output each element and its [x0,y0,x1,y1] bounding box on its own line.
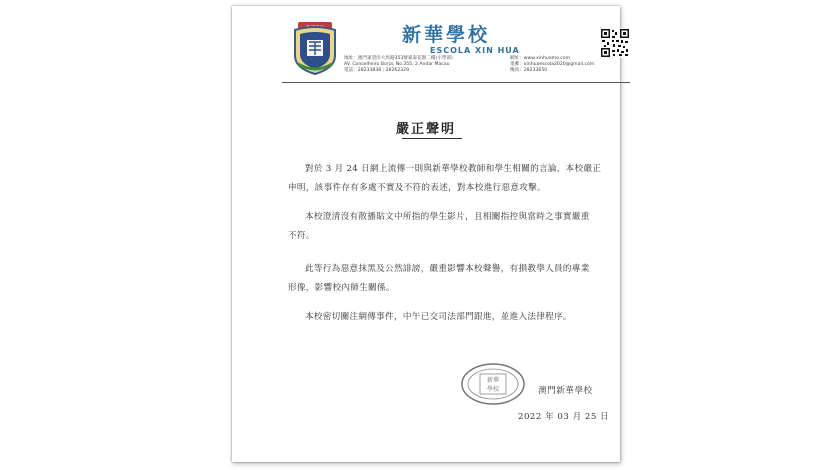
school-name-cn: 新華學校 [402,24,491,46]
fax-line: 傳真：28233650 [510,68,548,73]
school-seal-stamp [460,362,526,406]
paragraph-line: 申明，該事件存有多處不實及不符的表述，對本校進行惡意攻擊。 [288,183,546,193]
document-title: 嚴正聲明 [395,122,456,137]
paragraph-line: 形像，影響校內師生關係。 [288,283,395,293]
qr-code-icon [600,28,630,58]
seal-line: 新華 [486,377,500,384]
paragraph-line: 對於 3 月 24 日網上流傳一則與新華學校教師和學生相關的言論，本校嚴正 [305,164,602,174]
signer-name: 澳門新華學校 [538,386,593,396]
address-line: 電話：28233838 ; 28262329 [344,68,410,73]
paragraph-1 [288,160,616,198]
statement-document [232,6,620,462]
title-underline [402,138,462,139]
paragraph-4 [288,308,616,327]
paragraph-line: 本校密切關注網傳事件，中午已交司法部門跟進，並進入法律程序。 [305,312,572,322]
school-name-pt: ESCOLA XIN HUA [430,46,520,55]
letterhead-divider [282,82,630,83]
seal-line: 學校 [486,386,500,393]
paragraph-2 [288,208,616,246]
paragraph-line: 本校澄清沒有散播貼文中所指的學生影片，且相關指控與當時之事實嚴重 [305,212,590,222]
paragraph-line: 此等行為惡意抹黑及公然誹謗，嚴重影響本校聲譽，有損教學人員的專業 [305,264,590,274]
document-date: 2022 年 03 月 25 日 [518,412,610,422]
address-block [344,56,453,74]
website-line: 網址：www.xinhuamo.com [510,56,571,61]
paragraph-line: 不符。 [288,231,315,241]
paragraph-3 [288,260,616,298]
school-emblem-icon [290,20,340,76]
address-line: 地址：澳門東望洋大馬路353號嘉泰花園二樓(小學部) [344,56,453,61]
address-line: AV. Conselheiro Borja, No.355, 2 Andar Macau [344,62,450,67]
email-line: 電郵：xinhuaescola2020@gmail.com [510,62,595,67]
contact-block [510,56,594,74]
